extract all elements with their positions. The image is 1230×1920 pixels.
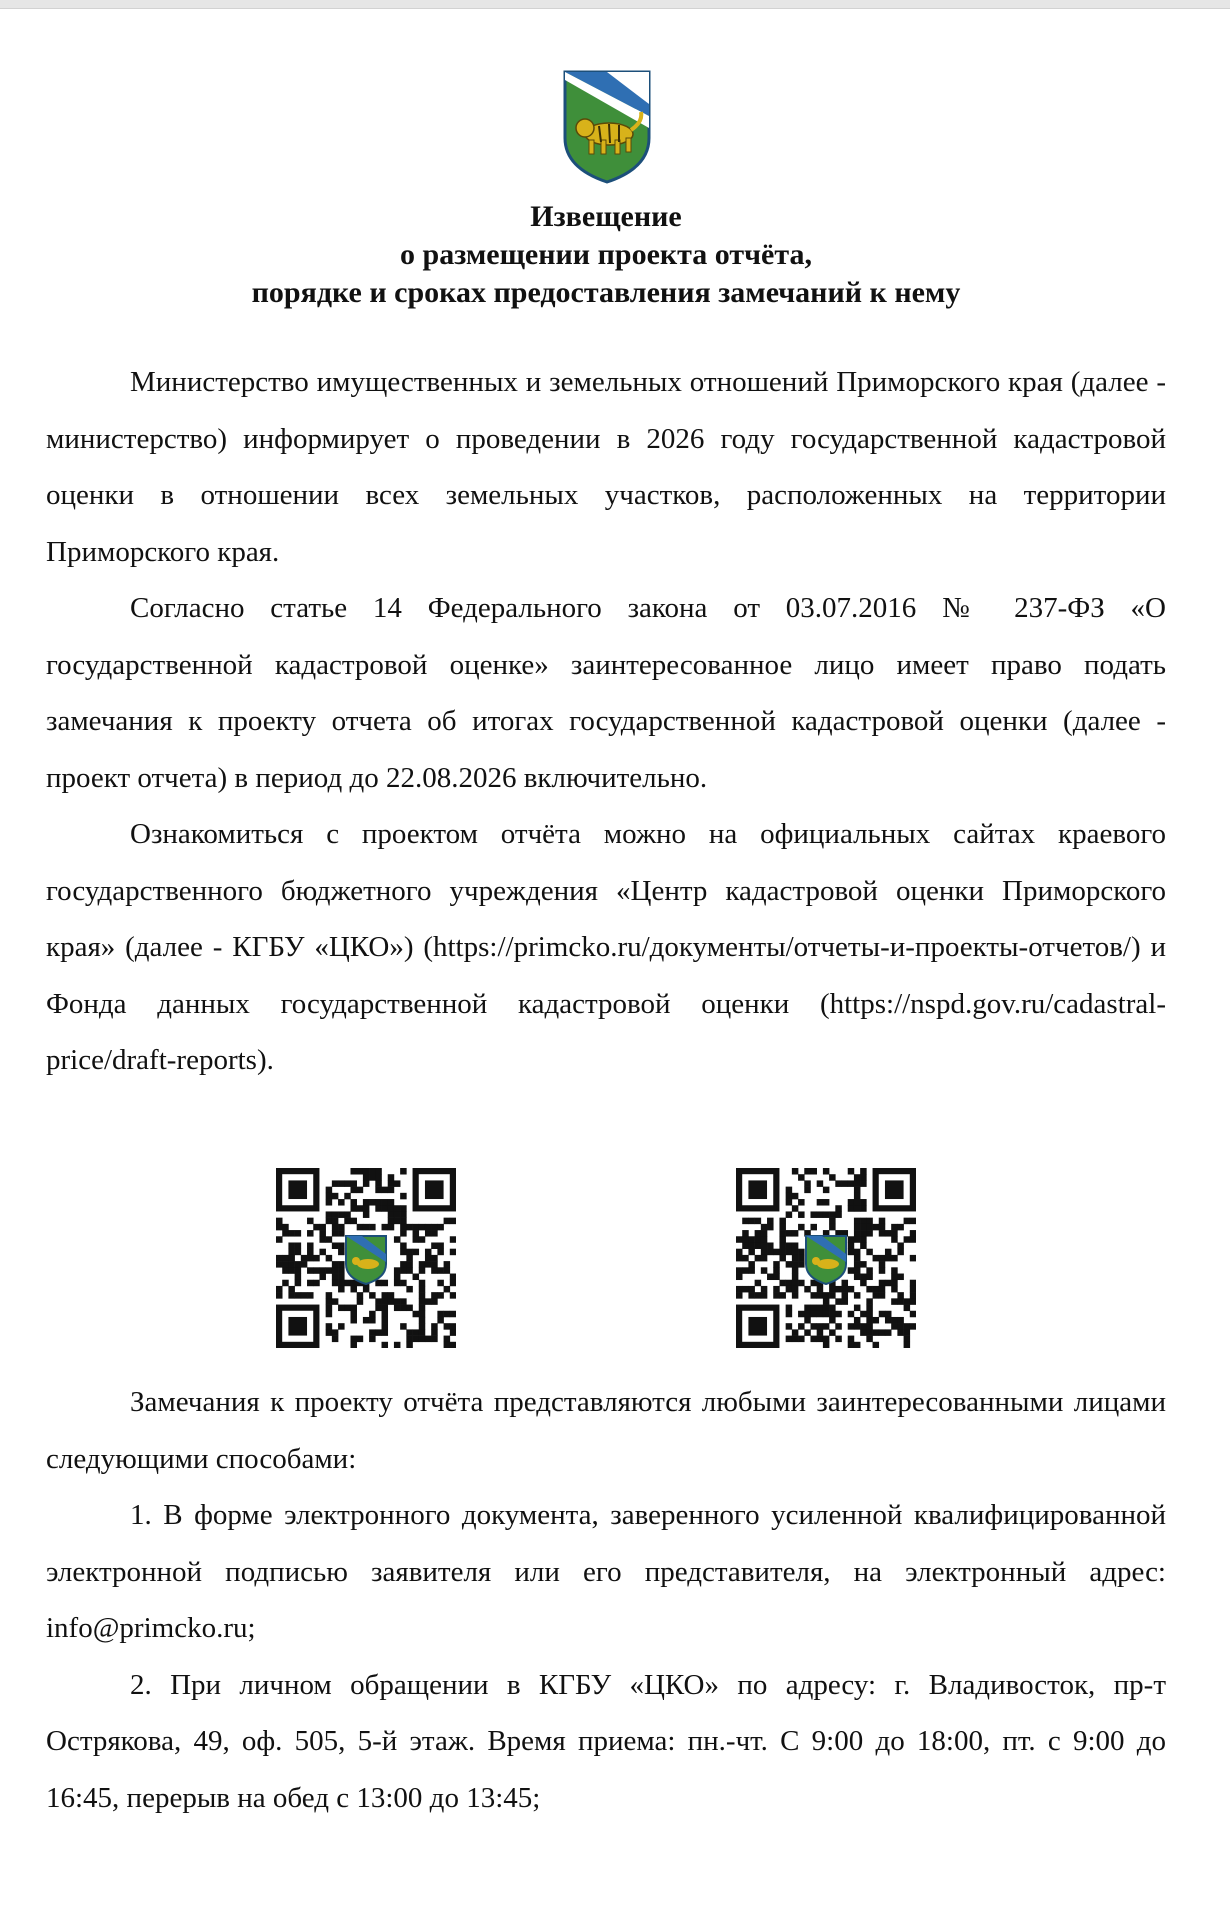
qr-code-icon bbox=[276, 1168, 456, 1348]
tiger-emblem-icon bbox=[806, 1236, 846, 1284]
list-item-electronic: 1. В форме электронного документа, заверенного усиленной квалифицированной электронной подписью заявителя или его представителя, на электронный адрес: info@primcko.ru; bbox=[46, 1499, 1166, 1644]
tiger-emblem-icon bbox=[346, 1236, 386, 1284]
paragraph-law: Согласно статье 14 Федерального закона от 03.07.2016 № 237-ФЗ «О государственной кадастровой оценке» заинтересованное лицо имеет право подать замечания к проекту отчета об итогах государственной кадастровой оценки (далее - проект отчета) в период до 22.08.2026 включительно. bbox=[46, 592, 1166, 794]
remarks-section bbox=[46, 1374, 1166, 1826]
paragraph-ministry: Министерство имущественных и земельных отношений Приморского края (далее - министерство) информирует о проведении в 2026 году государственной кадастровой оценки в отношении всех земельных участков, расположенных на территории Приморского края. bbox=[46, 366, 1166, 568]
paragraph-websites: Ознакомиться с проектом отчёта можно на официальных сайтах краевого государственного бюджетного учреждения «Центр кадастровой оценки Приморского края» (далее - КГБУ «ЦКО») (https://primcko.ru/документы/отчеты-и-проекты-отчетов/) и Фонда данных государственной кадастровой оценки (https://nspd.gov.ru/cadastral-price/draft-reports). bbox=[46, 818, 1166, 1076]
title-line-2: о размещении проекта отчёта, bbox=[400, 238, 812, 271]
qr-codes-row bbox=[46, 1168, 1166, 1348]
list-item-in-person: 2. При личном обращении в КГБУ «ЦКО» по адресу: г. Владивосток, пр-т Острякова, 49, оф. 505, 5-й этаж. Время приема: пн.-чт. С 9:00 до 18:00, пт. с 9:00 до 16:45, перерыв на обед с 13:00 до 13:45; bbox=[46, 1668, 1166, 1814]
qr-code-icon bbox=[736, 1168, 916, 1348]
remarks-intro: Замечания к проекту отчёта представляются любыми заинтересованными лицами следующими способами: bbox=[46, 1386, 1166, 1475]
title-line-3: порядке и сроках предоставления замечаний к нему bbox=[251, 276, 961, 309]
title-line-1: Извещение bbox=[530, 200, 682, 233]
top-edge-bar bbox=[0, 0, 1230, 9]
coat-of-arms-icon bbox=[559, 68, 655, 186]
notice-body bbox=[46, 354, 1166, 1089]
document-title bbox=[46, 198, 1166, 312]
